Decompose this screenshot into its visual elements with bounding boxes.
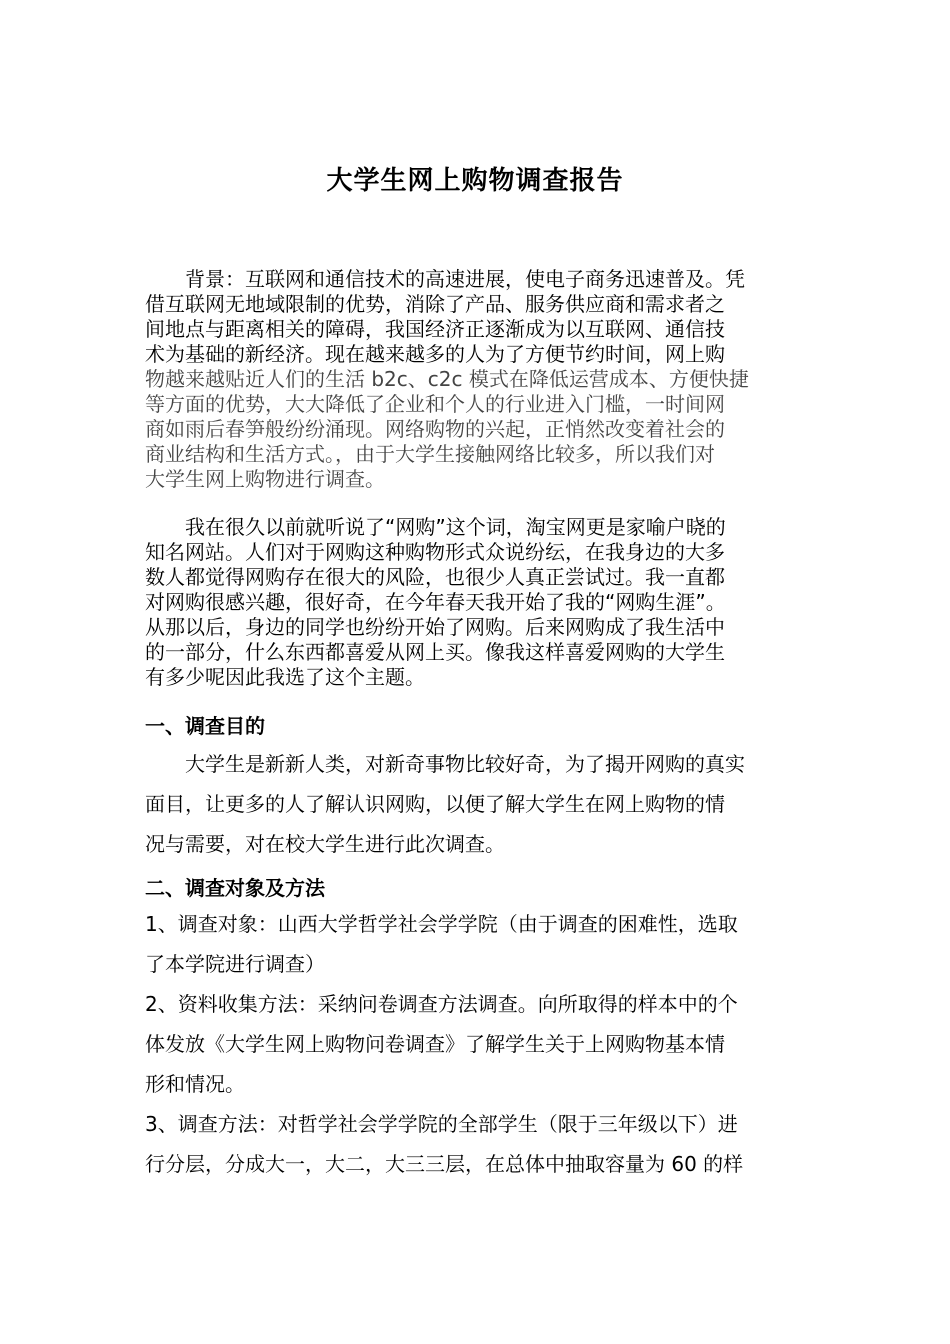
document-title: 大学生网上购物调查报告 (326, 166, 624, 196)
paragraph-line: 了本学院进行调查） (145, 952, 325, 976)
paragraph-line: 大学生是新新人类，对新奇事物比较好奇，为了揭开网购的真实 (185, 752, 745, 776)
paragraph-line: 体发放《大学生网上购物问卷调查》了解学生关于上网购物基本情 (145, 1032, 725, 1056)
paragraph-line: 面目，让更多的人了解认识网购，以便了解大学生在网上购物的情 (145, 792, 725, 816)
paragraph-line: 背景：互联网和通信技术的高速进展，使电子商务迅速普及。凭 (185, 267, 745, 291)
section-purpose-body (145, 744, 810, 864)
intro-paragraph (145, 515, 810, 690)
paragraph-line: 商如雨后春笋般纷纷涌现。网络购物的兴起，正悄然改变着社会的 (145, 417, 725, 441)
paragraph-line: 知名网站。人们对于网购这种购物形式众说纷纭，在我身边的大多 (145, 540, 725, 564)
paragraph-line: 物越来越贴近人们的生活 b2c、c2c 模式在降低运营成本、方便快捷 (145, 367, 749, 391)
paragraph-line: 2、资料收集方法：采纳问卷调查方法调查。向所取得的样本中的个 (145, 992, 738, 1016)
paragraph-line: 我在很久以前就听说了“网购”这个词，淘宝网更是家喻户晓的 (185, 515, 726, 539)
section-subjects-methods-body (145, 904, 810, 1184)
paragraph-line: 商业结构和生活方式。，由于大学生接触网络比较多，所以我们对 (145, 442, 715, 466)
paragraph-line: 数人都觉得网购存在很大的风险，也很少人真正尝试过。我一直都 (145, 565, 725, 589)
background-paragraph (145, 267, 810, 492)
paragraph-line: 形和情况。 (145, 1072, 245, 1096)
paragraph-line: 况与需要，对在校大学生进行此次调查。 (145, 832, 505, 856)
paragraph-line: 3、调查方法：对哲学社会学学院的全部学生（限于三年级以下）进 (145, 1112, 738, 1136)
section-heading-subjects-methods: 二、调查对象及方法 (145, 876, 325, 900)
paragraph-line: 间地点与距离相关的障碍，我国经济正逐渐成为以互联网、通信技 (145, 317, 725, 341)
paragraph-line: 大学生网上购物进行调查。 (145, 467, 385, 491)
paragraph-line: 对网购很感兴趣，很好奇，在今年春天我开始了我的“网购生涯”。 (145, 590, 726, 614)
paragraph-line: 术为基础的新经济。现在越来越多的人为了方便节约时间，网上购 (145, 342, 725, 366)
paragraph-line: 1、调查对象：山西大学哲学社会学学院（由于调查的困难性，选取 (145, 912, 738, 936)
paragraph-line: 行分层，分成大一，大二，大三三层，在总体中抽取容量为 60 的样 (145, 1152, 744, 1176)
section-heading-purpose: 一、调查目的 (145, 714, 265, 738)
paragraph-line: 借互联网无地域限制的优势，消除了产品、服务供应商和需求者之 (145, 292, 725, 316)
paragraph-line: 的一部分，什么东西都喜爱从网上买。像我这样喜爱网购的大学生 (145, 640, 725, 664)
paragraph-line: 从那以后，身边的同学也纷纷开始了网购。后来网购成了我生活中 (145, 615, 725, 639)
paragraph-line: 等方面的优势，大大降低了企业和个人的行业进入门槛，一时间网 (145, 392, 725, 416)
paragraph-line: 有多少呢因此我选了这个主题。 (145, 665, 425, 689)
